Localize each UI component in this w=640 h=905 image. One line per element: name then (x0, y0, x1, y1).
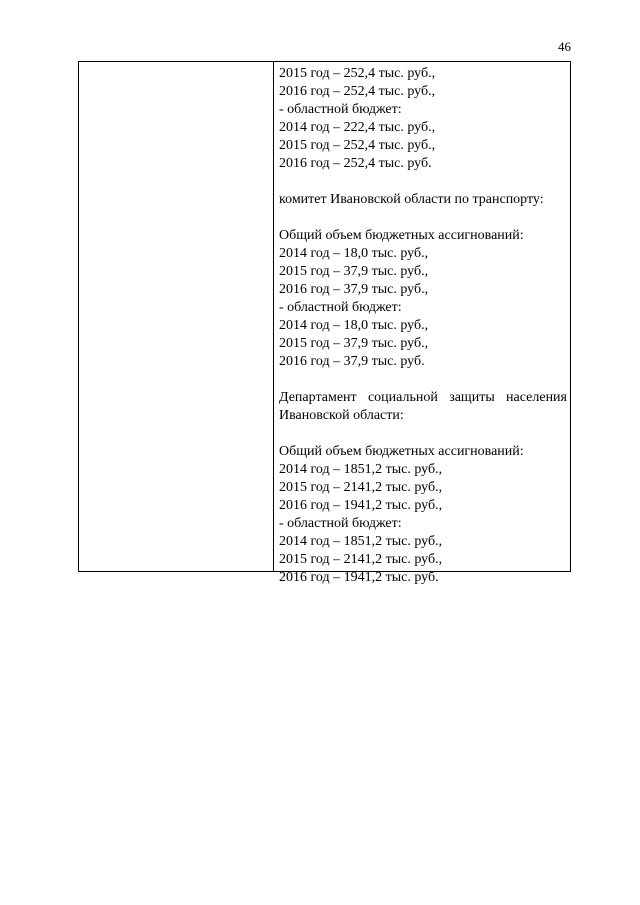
blank-line (279, 209, 567, 227)
text-line: 2015 год – 2141,2 тыс. руб., (279, 480, 443, 495)
section-heading: комитет Ивановской области по транспорту: (279, 192, 544, 207)
blank-line (279, 173, 567, 191)
text-line: 2014 год – 222,4 тыс. руб., (279, 120, 436, 135)
text-line: - областной бюджет: (279, 516, 402, 531)
blank-line (279, 425, 567, 443)
text-line: 2014 год – 18,0 тыс. руб., (279, 318, 429, 333)
text-line: - областной бюджет: (279, 102, 402, 117)
budget-table (78, 61, 571, 585)
text-line: 2016 год – 37,9 тыс. руб. (279, 354, 425, 369)
text-line: 2016 год – 252,4 тыс. руб. (279, 156, 432, 171)
text-line: Общий объем бюджетных ассигнований: (279, 228, 524, 243)
text-line: 2015 год – 37,9 тыс. руб., (279, 264, 429, 279)
text-line: 2015 год – 2141,2 тыс. руб., (279, 552, 443, 567)
text-line: 2014 год – 1851,2 тыс. руб., (279, 534, 443, 549)
page-number: 46 (558, 39, 571, 54)
text-line: 2015 год – 252,4 тыс. руб., (279, 138, 436, 153)
table-left-cell (79, 62, 274, 571)
table-right-cell (274, 62, 570, 585)
text-line: 2015 год – 252,4 тыс. руб., (279, 66, 436, 81)
text-line: 2016 год – 1941,2 тыс. руб., (279, 498, 443, 513)
text-line: - областной бюджет: (279, 300, 402, 315)
section-heading: Ивановской области: (279, 408, 404, 423)
blank-line (279, 371, 567, 389)
text-line: 2014 год – 18,0 тыс. руб., (279, 246, 429, 261)
text-line: 2016 год – 1941,2 тыс. руб. (279, 570, 439, 585)
text-line: 2015 год – 37,9 тыс. руб., (279, 336, 429, 351)
section-heading: Департамент социальной защиты населения (279, 390, 567, 405)
text-line: 2016 год – 37,9 тыс. руб., (279, 282, 429, 297)
text-line: 2014 год – 1851,2 тыс. руб., (279, 462, 443, 477)
text-line: Общий объем бюджетных ассигнований: (279, 444, 524, 459)
text-line: 2016 год – 252,4 тыс. руб., (279, 84, 436, 99)
